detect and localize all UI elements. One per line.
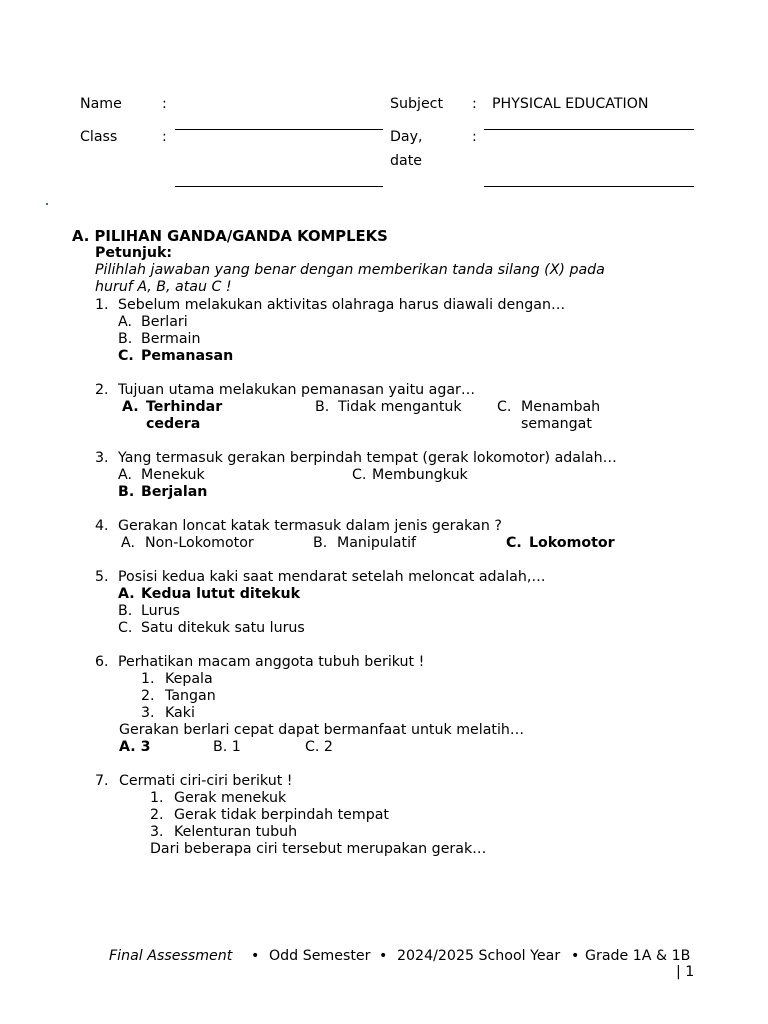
class-colon: : <box>162 129 167 145</box>
option-text: Menambah <box>521 399 601 415</box>
list-item: Gerak tidak berpindah tempat <box>174 807 389 823</box>
question-text: Sebelum melakukan aktivitas olahraga harus diawali dengan… <box>118 297 566 313</box>
footer-semester: Odd Semester <box>269 948 371 964</box>
list-item: Kaki <box>165 705 195 721</box>
list-item: Gerak menekuk <box>174 790 287 806</box>
option-text: C. 2 <box>305 739 333 755</box>
question-number: 4. <box>95 518 109 534</box>
option-text: Lurus <box>141 603 180 619</box>
option-text: Manipulatif <box>337 535 417 551</box>
option-text-answer: Lokomotor <box>529 535 615 551</box>
footer-bullet: • <box>379 948 388 964</box>
question-number: 6. <box>95 654 109 670</box>
option-letter: A. <box>118 467 132 483</box>
list-number: 1. <box>141 671 155 687</box>
footer-year: 2024/2025 School Year <box>397 948 561 964</box>
stray-dot <box>46 203 48 205</box>
instruction-label: Petunjuk: <box>95 245 173 261</box>
name-label: Name <box>80 96 122 112</box>
option-text-answer: A. 3 <box>119 739 151 755</box>
option-letter: A. <box>121 535 135 551</box>
question-text: Posisi kedua kaki saat mendarat setelah meloncat adalah,… <box>118 569 546 585</box>
list-number: 1. <box>150 790 164 806</box>
option-letter: C. <box>506 535 522 551</box>
question-prompt: Dari beberapa ciri tersebut merupakan gerak… <box>150 841 487 857</box>
option-text: Satu ditekuk satu lurus <box>141 620 305 636</box>
footer-bullet: • <box>251 948 260 964</box>
question-number: 1. <box>95 297 109 313</box>
option-letter: B. <box>313 535 328 551</box>
option-text: Bermain <box>141 331 201 347</box>
option-letter: C. <box>118 620 133 636</box>
question-number: 7. <box>95 773 109 789</box>
question-text: Yang termasuk gerakan berpindah tempat (gerak lokomotor) adalah… <box>118 450 617 466</box>
list-item: Kepala <box>165 671 213 687</box>
date-label: date <box>390 153 422 169</box>
footer-bullet: • <box>571 948 580 964</box>
question-number: 2. <box>95 382 109 398</box>
option-text: Menekuk <box>141 467 205 483</box>
day-colon: : <box>472 129 477 145</box>
question-text: Cermati ciri-ciri berikut ! <box>119 773 293 789</box>
subject-value: PHYSICAL EDUCATION <box>492 96 649 112</box>
option-text: Membungkuk <box>372 467 468 483</box>
question-number: 5. <box>95 569 109 585</box>
option-letter: C. <box>118 348 134 364</box>
question-text: Perhatikan macam anggota tubuh berikut ! <box>118 654 425 670</box>
option-text-answer: Kedua lutut ditekuk <box>141 586 301 602</box>
question-text: Tujuan utama melakukan pemanasan yaitu agar… <box>118 382 476 398</box>
option-letter: B. <box>118 331 133 347</box>
subject-field-line <box>484 129 694 130</box>
name-field-line[interactable] <box>175 129 383 130</box>
list-number: 2. <box>141 688 155 704</box>
option-text: Non-Lokomotor <box>145 535 254 551</box>
option-text-answer-cont: cedera <box>146 416 201 432</box>
footer-grade: Grade 1A & 1B <box>585 948 691 964</box>
day-label: Day, <box>390 129 423 145</box>
list-number: 2. <box>150 807 164 823</box>
list-number: 3. <box>141 705 155 721</box>
option-text-answer: Berjalan <box>141 484 208 500</box>
class-label: Class <box>80 129 118 145</box>
footer-assessment: Final Assessment <box>109 948 233 964</box>
option-letter: A. <box>118 586 135 602</box>
option-letter: B. <box>315 399 330 415</box>
list-item: Kelenturan tubuh <box>174 824 298 840</box>
question-prompt: Gerakan berlari cepat dapat bermanfaat untuk melatih… <box>119 722 525 738</box>
instruction-line-2: huruf A, B, atau C ! <box>95 279 232 295</box>
option-text: Berlari <box>141 314 188 330</box>
option-text-answer: Pemanasan <box>141 348 234 364</box>
list-number: 3. <box>150 824 164 840</box>
date-field-line[interactable] <box>484 186 694 187</box>
instruction-line-1: Pilihlah jawaban yang benar dengan memberikan tanda silang (X) pada <box>95 262 605 278</box>
option-letter: A. <box>122 399 139 415</box>
section-title: A. PILIHAN GANDA/GANDA KOMPLEKS <box>72 228 388 245</box>
option-letter: B. <box>118 484 135 500</box>
option-text: B. 1 <box>213 739 241 755</box>
option-letter: C. <box>497 399 512 415</box>
name-colon: : <box>162 96 167 112</box>
option-text: Tidak mengantuk <box>338 399 462 415</box>
list-item: Tangan <box>165 688 216 704</box>
option-letter: B. <box>118 603 133 619</box>
option-text-cont: semangat <box>521 416 592 432</box>
question-text: Gerakan loncat katak termasuk dalam jenis gerakan ? <box>118 518 502 534</box>
question-number: 3. <box>95 450 109 466</box>
option-letter: C. <box>352 467 367 483</box>
footer-page-number: | 1 <box>676 964 695 980</box>
subject-label: Subject <box>390 96 444 112</box>
class-field-line[interactable] <box>175 186 383 187</box>
subject-colon: : <box>472 96 477 112</box>
option-text-answer: Terhindar <box>146 399 223 415</box>
option-letter: A. <box>118 314 132 330</box>
